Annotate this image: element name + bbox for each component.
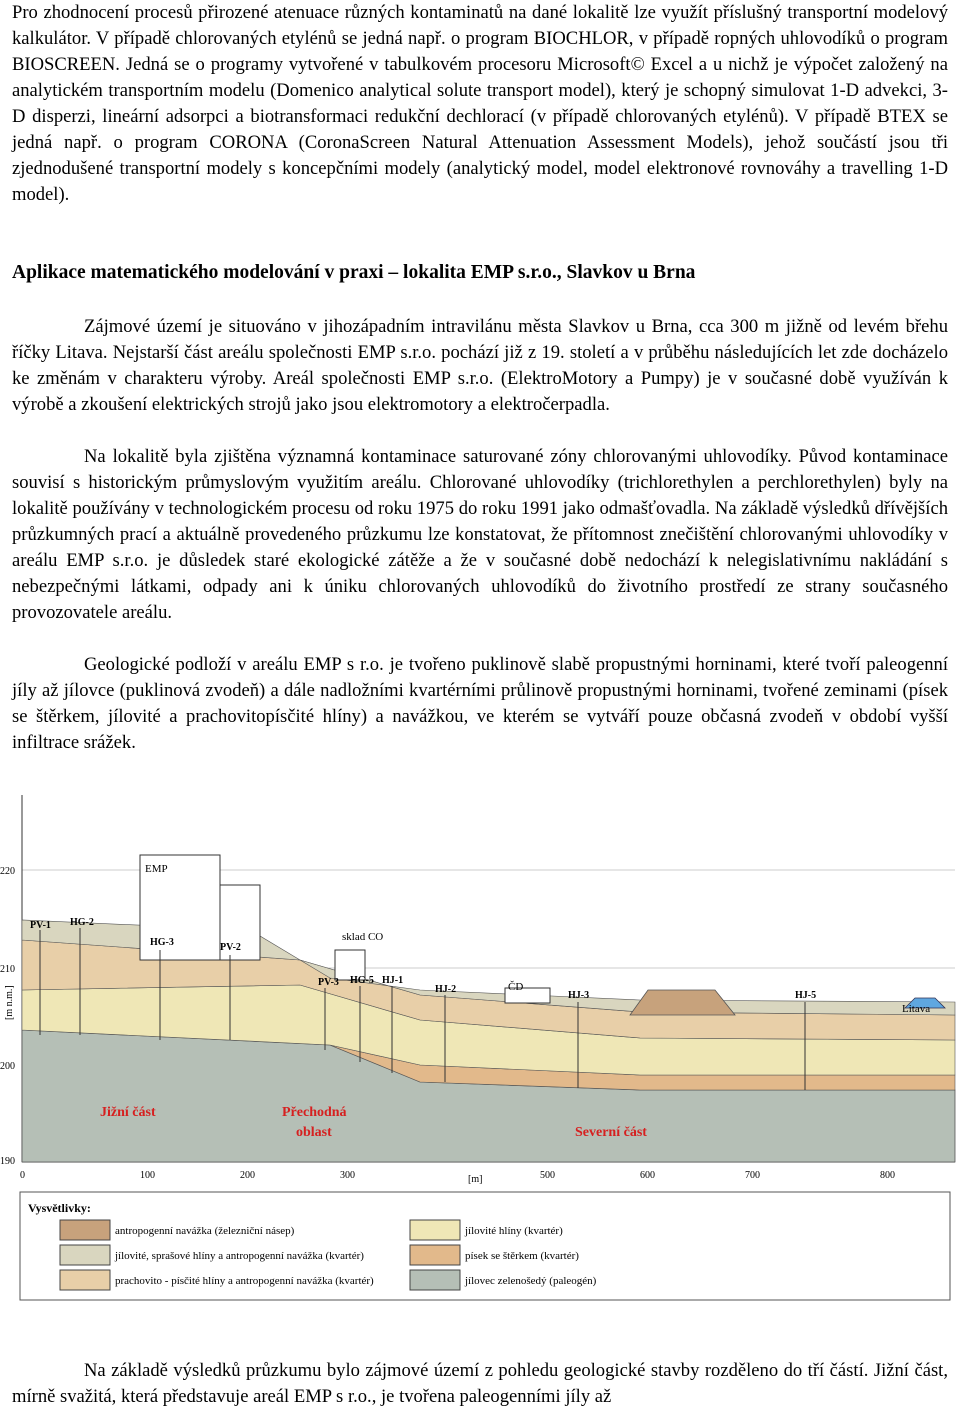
geological-cross-section — [0, 790, 960, 1310]
y-tick-190: 190 — [0, 1156, 15, 1167]
x-tick: 800 — [880, 1170, 895, 1181]
legend-item: jílovec zelenošedý (paleogén) — [465, 1275, 597, 1287]
building-cd-label: ČD — [508, 981, 524, 993]
well-label: PV-2 — [220, 942, 241, 953]
well-label: PV-3 — [318, 977, 339, 988]
paragraph-contamination: Na lokalitě byla zjištěna významná kontaminace saturované zóny chlorovanými uhlovodíky. Původ kontaminace souvisí s historickým průmyslovým využitím areálu. Chlorované uhlovodíky (trichlorethylen a perchlorethylen) byly na lokalitě používány v technologickém procesu od roku 1975 do roku 1991 jako odmašťovadla. Na základě výsledků dřívějších průzkumných prací a aktuálně provedeného průzkumu lze konstatovat, že přítomnost znečištění chlorovanými uhlovodíky v areálu EMP s.r.o. je důsledek staré ekologické zátěže a že v současné době nedochází k nelegislativnímu nakládání s nebezpečnými látkami, odpady ani k úniku chlorovaných uhlovodíků do životního prostředí ze strany současného provozovatele areálu. — [12, 446, 948, 623]
x-axis-label: [m] — [468, 1174, 483, 1185]
y-axis-label: [m n.m.] — [4, 985, 15, 1020]
building-sklad-label: sklad CO — [342, 931, 384, 943]
well-label: PV-1 — [30, 920, 51, 931]
zone-south-label: Jižní část — [100, 1105, 156, 1120]
well-label: HJ-2 — [435, 984, 457, 995]
x-tick: 0 — [20, 1170, 25, 1181]
zone-north-label: Severní část — [575, 1125, 647, 1140]
x-tick: 200 — [240, 1170, 255, 1181]
well-label: HG-2 — [70, 917, 94, 928]
x-tick: 100 — [140, 1170, 155, 1181]
paragraph-location: Zájmové území je situováno v jihozápadním intravilánu města Slavkov u Brna, cca 300 m jižně od levém břehu říčky Litava. Nejstarší část areálu společnosti EMP s.r.o. pochází již z 19. století a v průběhu následujících let zde docházelo ke změnám v charakteru výroby. Areál společnosti EMP s.r.o. (ElektroMotory a Pumpy) je v současné době využíván k výrobě a zkoušení elektrických strojů jako jsou elektromotory a elektročerpadla. — [12, 316, 948, 415]
zone-transition-label: Přechodná — [282, 1105, 347, 1120]
legend-item: antropogenní navážka (železniční násep) — [115, 1225, 295, 1237]
legend-item: písek se štěrkem (kvartér) — [465, 1250, 579, 1262]
well-label: HJ-1 — [382, 975, 404, 986]
legend-item: jílovité, sprašové hlíny a antropogenní navážka (kvartér) — [115, 1250, 364, 1262]
zone-transition-label-2: oblast — [296, 1125, 332, 1140]
x-tick: 700 — [745, 1170, 760, 1181]
river-label: Litava — [902, 1003, 931, 1015]
x-tick: 500 — [540, 1170, 555, 1181]
well-label: HJ-5 — [795, 990, 817, 1001]
x-tick: 600 — [640, 1170, 655, 1181]
well-label: HJ-3 — [568, 990, 590, 1001]
legend-title: Vysvětlivky: — [28, 1201, 91, 1215]
y-tick-210: 210 — [0, 964, 15, 975]
x-tick: 300 — [340, 1170, 355, 1181]
paragraph-geology: Geologické podloží v areálu EMP s r.o. je tvořeno puklinově slabě propustnými horninami, které tvoří paleogenní jíly až jílovce (puklinová zvodeň) a dále nadložními kvartérními průlinově propustnými horninami, tvořené zeminami (písek se štěrkem, jílovité a prachovitopísčité hlíny) a navážkou, ve kterém se vytváří pouze občasná zvodeň v období vyšší infiltrace srážek. — [12, 654, 948, 753]
well-label: HG-5 — [350, 975, 374, 986]
section-heading: Aplikace matematického modelování v praxi – lokalita EMP s.r.o., Slavkov u Brna — [12, 262, 696, 283]
y-tick-200: 200 — [0, 1061, 15, 1072]
y-tick-220: 220 — [0, 866, 15, 877]
legend-item: prachovito - písčité hlíny a antropogenní navážka (kvartér) — [115, 1275, 374, 1287]
paragraph-division: Na základě výsledků průzkumu bylo zájmové území z pohledu geologické stavby rozděleno do tří částí. Jižní část, mírně svažitá, která představuje areál EMP s r.o., je tvořena paleogenními jíly až — [12, 1360, 948, 1407]
paragraph-intro: Pro zhodnocení procesů přirozené atenuace různých kontaminatů na dané lokalitě lze využít příslušný transportní modelový kalkulátor. V případě chlorovaných etylénů se jedná např. o program BIOCHLOR, v případě ropných uhlovodíků o program BIOSCREEN. Jedná se o programy vytvořené v tabulkovém procesoru Microsoft© Excel a u nichž je výpočet založený na analytickém transportním modelu (Domenico analytical solute transport model), který je schopný simulovat 1-D advekci, 3-D disperzi, lineární adsorpci a biotransformaci redukční dechlorací (v případě chlorovaných etylénů). V případě BTEX se jedná např. o program CORONA (CoronaScreen Natural Attenuation Assessment Models), jehož součástí jsou tři zjednodušené transportní modely s koncepčními modely (analytický model, model elektronové rovnováhy a travelling 1-D model). — [12, 2, 948, 205]
well-label: HG-3 — [150, 937, 174, 948]
legend-item: jílovité hlíny (kvartér) — [465, 1225, 563, 1237]
building-emp-label: EMP — [145, 863, 168, 875]
